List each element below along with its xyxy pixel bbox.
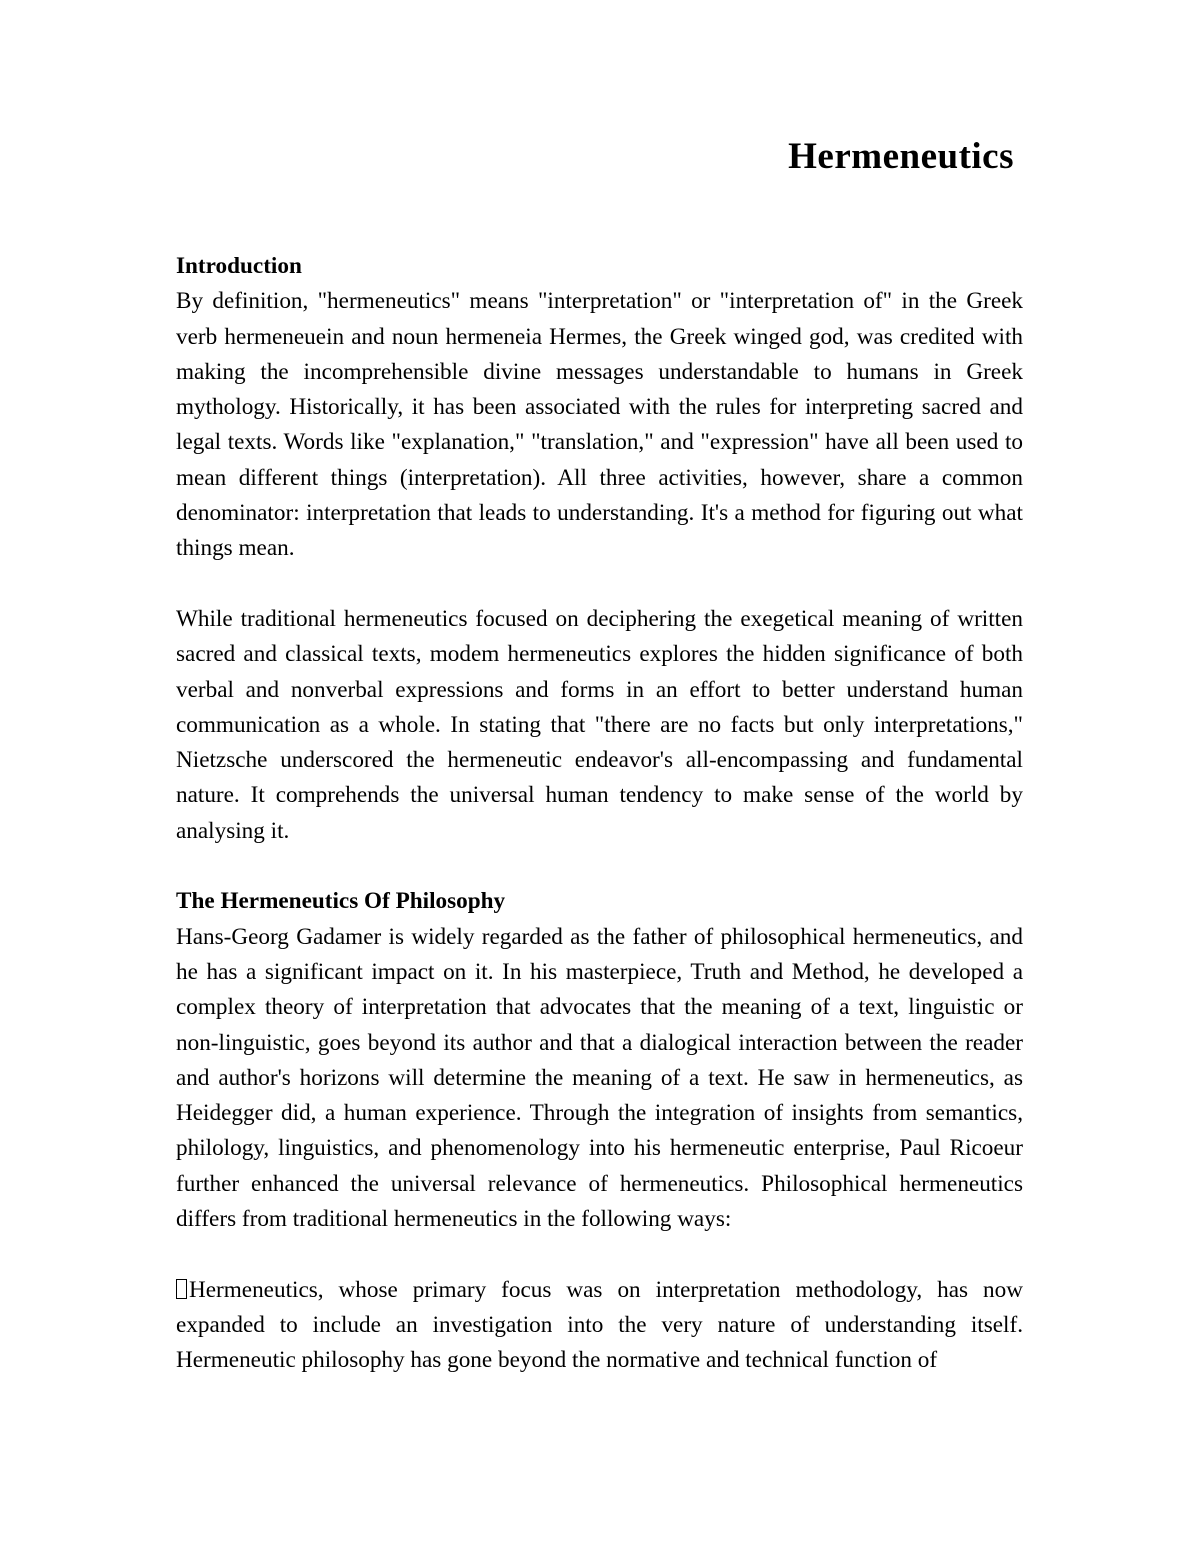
missing-glyph-icon bbox=[176, 1279, 187, 1299]
bullet-paragraph bbox=[176, 1273, 1023, 1379]
section-heading-introduction: Introduction bbox=[176, 253, 302, 279]
document-title: Hermeneutics bbox=[788, 136, 1014, 177]
document-body bbox=[176, 249, 1023, 1379]
paragraph-spacer bbox=[176, 849, 1023, 884]
paragraph-introduction-1: By definition, "hermeneutics" means "interpretation" or "interpretation of" in the Greek verb hermeneuein and noun hermeneia Hermes, the Greek winged god, was credited with making the incomprehensible divine messages understandable to humans in Greek mythology. Historically, it has been associated with the rules for interpreting sacred and legal texts. Words like "explanation," "translation," and "expression" have all been used to mean different things (interpretation). All three activities, however, share a common denominator: interpretation that leads to understanding. It's a method for figuring out what things mean. bbox=[176, 288, 1023, 562]
paragraph-spacer bbox=[176, 1237, 1023, 1272]
paragraph-introduction-2: While traditional hermeneutics focused on deciphering the exegetical meaning of written sacred and classical texts, modem hermeneutics explores the hidden significance of both verbal and nonverbal expressions and forms in an effort to better understand human communication as a whole. In stating that "there are no facts but only interpretations," Nietzsche underscored the hermeneutic endeavor's all-encompassing and fundamental nature. It comprehends the universal human tendency to make sense of the world by analysing it. bbox=[176, 605, 1023, 844]
bullet-paragraph-text: Hermeneutics, whose primary focus was on interpretation methodology, has now expanded to include an investigation into the very nature of understanding itself. Hermeneutic philosophy has gone beyond the normative and technical function of bbox=[176, 1276, 1023, 1374]
section-heading-philosophy: The Hermeneutics Of Philosophy bbox=[176, 888, 506, 915]
paragraph-spacer bbox=[176, 567, 1023, 602]
paragraph-philosophy-1: Hans-Georg Gadamer is widely regarded as the father of philosophical hermeneutics, and he has a significant impact on it. In his masterpiece, Truth and Method, he developed a complex theory of interpretation that advocates that the meaning of a text, linguistic or non-linguistic, goes beyond its author and that a dialogical interaction between the reader and author's horizons will determine the meaning of a text. He saw in hermeneutics, as Heidegger did, a human experience. Through the integration of insights from semantics, philology, linguistics, and phenomenology into his hermeneutic enterprise, Paul Ricoeur further enhanced the universal relevance of hermeneutics. Philosophical hermeneutics differs from traditional hermeneutics in the following ways: bbox=[176, 923, 1023, 1233]
